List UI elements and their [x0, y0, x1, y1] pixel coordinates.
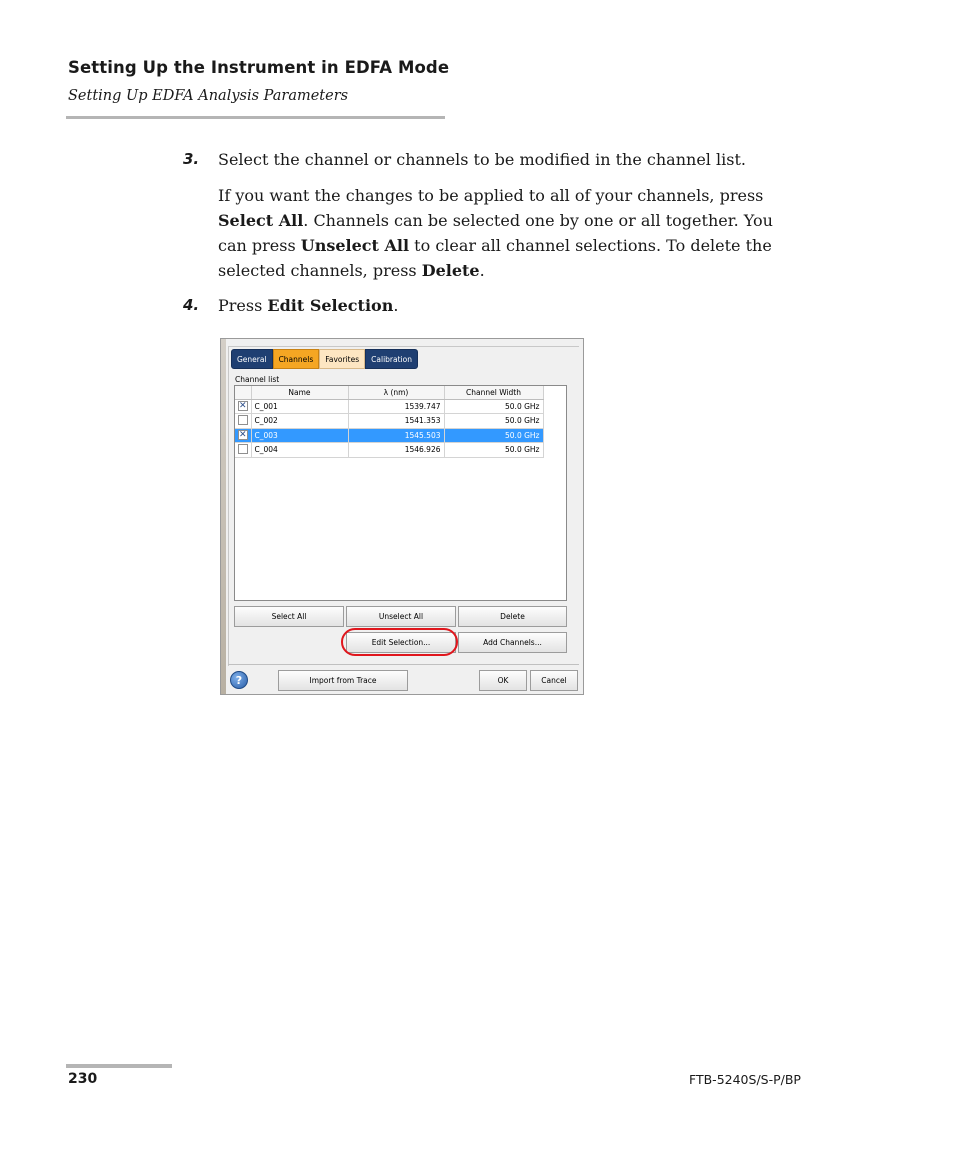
help-icon[interactable]: ? — [230, 671, 248, 689]
channel-wavelength: 1541.353 — [348, 414, 444, 429]
row-checkbox-cell — [235, 443, 251, 458]
footer-separator — [228, 664, 579, 665]
step-4-suffix: . — [393, 296, 399, 315]
table-row[interactable] — [235, 399, 543, 414]
column-header-name[interactable]: Name — [251, 386, 348, 399]
select-all-paragraph — [218, 183, 798, 283]
channel-table — [235, 386, 544, 458]
paragraph-text-1: If you want the changes to be applied to all of your channels, press — [218, 186, 764, 205]
step-4-prefix: Press — [218, 296, 268, 315]
tab-calibration[interactable]: Calibration — [365, 349, 418, 369]
add-channels-button[interactable]: Add Channels... — [458, 632, 567, 653]
step-4-bold-edit-selection: Edit Selection — [267, 296, 394, 315]
delete-button[interactable]: Delete — [458, 606, 567, 627]
channel-width: 50.0 GHz — [444, 414, 543, 429]
channel-width: 50.0 GHz — [444, 428, 543, 443]
step-4-text — [218, 293, 818, 318]
paragraph-bold-unselect-all: Unselect All — [300, 236, 410, 255]
ok-button[interactable]: OK — [479, 670, 527, 691]
page-number: 230 — [68, 1071, 98, 1087]
import-from-trace-button[interactable]: Import from Trace — [278, 670, 408, 691]
channel-name: C_001 — [251, 399, 348, 414]
channel-wavelength: 1545.503 — [348, 428, 444, 443]
section-subtitle: Setting Up EDFA Analysis Parameters — [68, 88, 349, 104]
row-checkbox[interactable] — [238, 444, 248, 454]
row-checkbox-cell — [235, 414, 251, 429]
row-checkbox[interactable]: ✕ — [238, 401, 247, 412]
checkbox-column-header — [235, 386, 251, 399]
channel-setup-dialog — [220, 338, 584, 695]
channel-width: 50.0 GHz — [444, 399, 543, 414]
step-3-number: 3. — [183, 150, 200, 168]
channel-name: C_003 — [251, 428, 348, 443]
tab-channels[interactable]: Channels — [273, 349, 320, 369]
edit-selection-button[interactable]: Edit Selection... — [346, 632, 456, 653]
row-checkbox[interactable]: ✕ — [238, 430, 247, 441]
row-checkbox-cell — [235, 428, 251, 443]
footer-divider — [66, 1064, 172, 1068]
row-checkbox-cell — [235, 399, 251, 414]
cancel-button[interactable]: Cancel — [530, 670, 578, 691]
step-3-text: Select the channel or channels to be modified in the channel list. — [218, 150, 746, 169]
channel-wavelength: 1539.747 — [348, 399, 444, 414]
tab-favorites[interactable]: Favorites — [319, 349, 365, 369]
channel-list[interactable] — [234, 385, 567, 601]
paragraph-text-3: to clear all channel selections. To delete the selected channels, press — [218, 236, 772, 280]
window-edge — [221, 339, 226, 695]
paragraph-bold-select-all: Select All — [218, 211, 304, 230]
channel-wavelength: 1546.926 — [348, 443, 444, 458]
tab-bar — [231, 349, 418, 369]
table-row[interactable] — [235, 414, 543, 429]
table-row[interactable] — [235, 443, 543, 458]
paragraph-bold-delete: Delete — [421, 261, 480, 280]
header-divider — [66, 116, 445, 119]
tab-general[interactable]: General — [231, 349, 273, 369]
product-model: FTB-5240S/S-P/BP — [689, 1072, 801, 1087]
channel-list-label: Channel list — [235, 375, 280, 384]
step-4-number: 4. — [183, 296, 200, 314]
channel-name: C_002 — [251, 414, 348, 429]
channel-name: C_004 — [251, 443, 348, 458]
paragraph-text-2: . Channels can be selected one by one or all together. You can press — [218, 211, 773, 255]
row-checkbox[interactable] — [238, 415, 248, 425]
paragraph-text-4: . — [479, 261, 485, 280]
channel-width: 50.0 GHz — [444, 443, 543, 458]
column-header-channel-width[interactable]: Channel Width — [444, 386, 543, 399]
select-all-button[interactable]: Select All — [234, 606, 344, 627]
table-row-selected[interactable] — [235, 428, 543, 443]
unselect-all-button[interactable]: Unselect All — [346, 606, 456, 627]
column-header-wavelength[interactable]: λ (nm) — [348, 386, 444, 399]
section-title: Setting Up the Instrument in EDFA Mode — [68, 58, 450, 77]
